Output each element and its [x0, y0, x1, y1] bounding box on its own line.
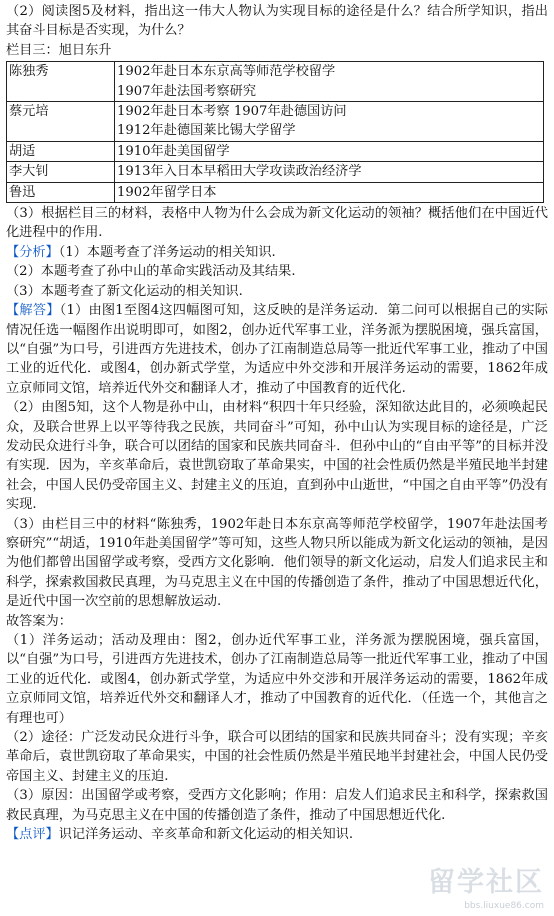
event-line: 1902年留学日本 — [117, 184, 217, 200]
event-line: 1913年入日本早稻田大学攻读政治经济学 — [117, 164, 362, 180]
event-line: 1907年赴法国考察研究 — [117, 83, 257, 99]
final-answer-1: （1）洋务运动；活动及理由：图2，创办近代军事工业，洋务派为摆脱困境，强兵富国，以“自强”为口号，引进西方先进技术，创办了江南制造总局等一批近代军事工业，推动了中国工业的近代化．或图4，创办新式学堂，为适应中外交涉和开展洋务运动的需要，1862年成立京师同文馆，培养近代外交和翻译人才，推动了中国教育的近代化．（任选一个，其他言之有理也可） — [6, 633, 548, 726]
table-row — [7, 182, 544, 202]
event-line: 1912年赴德国莱比锡大学留学 — [117, 123, 296, 139]
section-3-title: 栏目三：旭日东升 — [6, 42, 112, 58]
event-line: 1902年赴日本考察 1907年赴德国访问 — [117, 104, 347, 120]
person-events — [115, 62, 544, 102]
person-name: 蔡元培 — [7, 102, 115, 142]
final-answer-3: （3）原因：出国留学或考察，受西方文化影响；作用：启发人们追求民主和科学，探索救国救民真理，为马克思主义在中国的传播创造了条件，推动了中国思想近代化. — [6, 788, 548, 823]
analysis-text-1: （1）本题考查了洋务运动的相关知识. — [58, 244, 276, 260]
final-answer-2: （2）途径：广泛发动民众进行斗争，联合可以团结的国家和民族共同奋斗；没有实现；辛亥革命后，袁世凯窃取了革命果实，中国的社会性质仍然是半殖民地半封建社会，中国人民仍受帝国主义、封建主义的压迫. — [6, 730, 548, 784]
answer-text-1: （1）由图1至图4这四幅图可知，这反映的是洋务运动．第二问可以根据自己的实际情况任选一幅图作出说明即可，如图2，创办近代军事工业，洋务派为摆脱困境，强兵富国，以“自强”为口号，引进西方先进技术，创办了江南制造总局等一批近代军事工业，推动了中国工业的近代化．或图4，创办新式学堂，为适应中外交涉和开展洋务运动的需要，1862年成立京师同文馆，培养近代外交和翻译人才，推动了中国教育的近代化. — [6, 303, 548, 396]
site-watermark — [398, 868, 548, 912]
table-row — [7, 62, 544, 102]
comment-tag: 【点评】 — [6, 827, 59, 843]
person-events — [115, 162, 544, 182]
table-row — [7, 141, 544, 161]
answer-paragraph-2: （2）由图5知，这个人物是孙中山，由材料“积四十年只经验，深知欲达此目的，必须唤起民众，及联合世界上以平等待我之民族，共同奋斗”可知，孙中山认为实现目标的途径是，广泛发动民众进行斗争，联合可以团结的国家和民族共同奋斗．但孙中山的“自由平等”的目标并没有实现．因为，辛亥革命后，袁世凯窃取了革命果实，中国的社会性质仍然是半殖民地半封建社会，中国人民仍受帝国主义、封建主义的压迫，直到孙中山逝世，“中国之自由平等”仍没有实现. — [6, 400, 548, 513]
person-events — [115, 182, 544, 202]
answer-paragraph-3: （3）由栏目三中的材料“陈独秀，1902年赴日本东京高等师范学校留学，1907年赴法国考察研究”“胡适，1910年赴美国留学”等可知，这些人物只所以能成为新文化运动的领袖，是因为他们都曾出国留学或考察，受西方文化影响．他们领导的新文化运动，启发人们追求民主和科学，探索救国救民真理，为马克思主义在中国的传播创造了条件，推动了中国思想近代化，是近代中国一次空前的思想解放运动. — [6, 516, 548, 610]
figures-table — [6, 61, 544, 203]
final-answer-label: 故答案为： — [6, 613, 72, 629]
table-row — [7, 162, 544, 182]
answer-tag: 【解答】 — [6, 303, 60, 319]
person-events — [115, 102, 544, 142]
comment-text: 识记洋务运动、辛亥革命和新文化运动的相关知识. — [58, 827, 354, 843]
watermark-url: bbs.liuxue86.com — [464, 901, 544, 911]
person-name: 陈独秀 — [7, 62, 115, 102]
person-name: 李大钊 — [7, 162, 115, 182]
answer-paragraph-1 — [6, 301, 548, 398]
question-3-prompt: （3）根据栏目三的材料，表格中人物为什么会成为新文化运动的领袖？概括他们在中国近代化进程中的作用. — [6, 206, 548, 241]
analysis-line-1 — [6, 243, 548, 262]
table-row — [7, 102, 544, 142]
watermark-logo-text: 留学社区 — [428, 867, 544, 898]
person-events — [115, 141, 544, 161]
analysis-tag: 【分析】 — [6, 244, 59, 260]
analysis-line-2: （2）本题考查了孙中山的革命实践活动及其结果. — [6, 264, 296, 280]
comment-line — [6, 825, 548, 844]
event-line: 1902年赴日本东京高等师范学校留学 — [117, 64, 336, 80]
person-name: 胡适 — [7, 141, 115, 161]
event-line: 1910年赴美国留学 — [117, 143, 230, 159]
person-name: 鲁迅 — [7, 182, 115, 202]
question-2-prompt: （2）阅读图5及材料，指出这一伟大人物认为实现目标的途径是什么？结合所学知识，指出其奋斗目标是否实现，为什么？ — [6, 4, 548, 39]
analysis-line-3: （3）本题考查了新文化运动的相关知识. — [6, 283, 243, 299]
